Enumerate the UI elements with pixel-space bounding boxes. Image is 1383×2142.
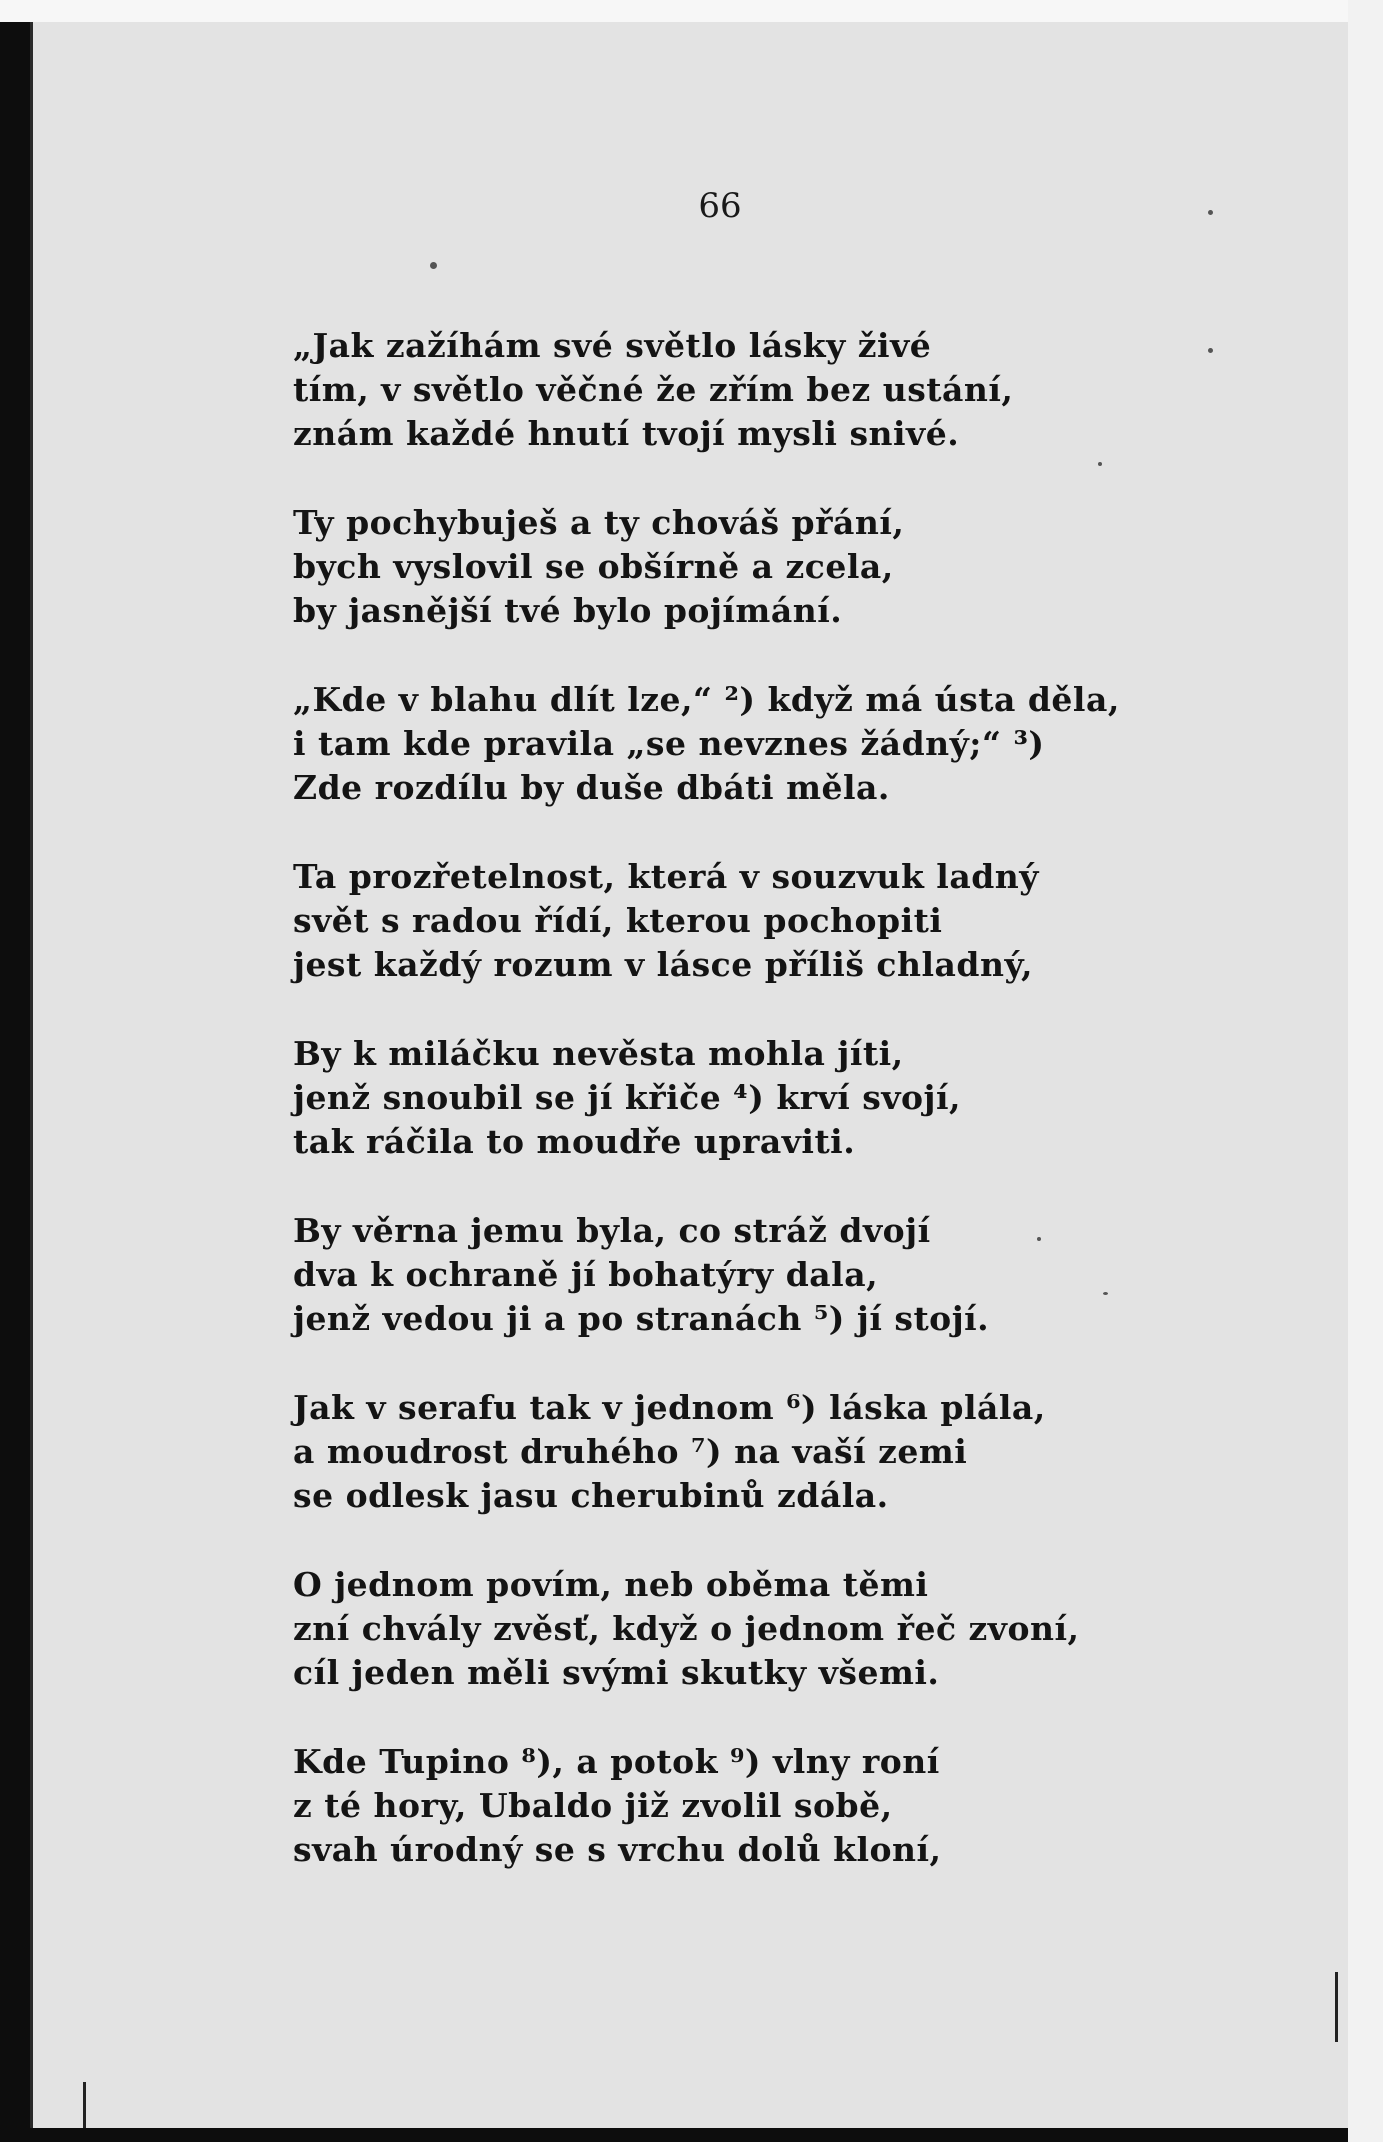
poem-text [293,324,1293,1917]
poem-line: jenž vedou ji a po stranách ⁵) jí stojí. [293,1299,990,1338]
stanza [293,1563,1293,1695]
poem-line: cíl jeden měli svými skutky všemi. [293,1653,940,1692]
poem-line: „Jak zažíhám své světlo lásky živé [293,326,932,365]
poem-line: znám každé hnutí tvojí mysli snivé. [293,414,960,453]
poem-line: i tam kde pravila „se nevznes žádný;“ ³) [293,724,1045,763]
binding-mark [1335,1972,1338,2042]
stanza [293,678,1293,810]
poem-line: „Kde v blahu dlít lze,“ ²) když má ústa děla, [293,680,1120,719]
binding-mark [83,2082,86,2128]
poem-line: Ty pochybuješ a ty chováš přání, [293,503,905,542]
poem-line: svět s radou řídí, kterou pochopiti [293,901,943,940]
stanza [293,501,1293,633]
poem-line: tím, v světlo věčné že zřím bez ustání, [293,370,1014,409]
poem-line: se odlesk jasu cherubinů zdála. [293,1476,889,1515]
stanza [293,1209,1293,1341]
poem-line: Zde rozdílu by duše dbáti měla. [293,768,890,807]
poem-line: jenž snoubil se jí křiče ⁴) krví svojí, [293,1078,961,1117]
stanza [293,1386,1293,1518]
stanza [293,855,1293,987]
poem-line: bych vyslovil se obšírně a zcela, [293,547,894,586]
poem-line: by jasnější tvé bylo pojímání. [293,591,843,630]
poem-line: svah úrodný se s vrchu dolů kloní, [293,1830,942,1869]
poem-line: a moudrost druhého ⁷) na vaší zemi [293,1432,968,1471]
poem-line: O jednom povím, neb oběma těmi [293,1565,929,1604]
poem-line: z té hory, Ubaldo již zvolil sobě, [293,1786,893,1825]
poem-line: Jak v serafu tak v jednom ⁶) láska plála, [293,1388,1046,1427]
poem-line: Kde Tupino ⁸), a potok ⁹) vlny roní [293,1742,940,1781]
poem-line: By k miláčku nevěsta mohla jíti, [293,1034,904,1073]
stanza [293,1032,1293,1164]
page-number: 66 [698,186,742,226]
poem-line: jest každý rozum v lásce příliš chladný, [293,945,1033,984]
poem-line: dva k ochraně jí bohatýry dala, [293,1255,879,1294]
paper-speck [430,262,437,269]
scan-top-edge [0,0,1383,22]
stanza [293,324,1293,456]
stanza [293,1740,1293,1872]
poem-line: zní chvály zvěsť, když o jednom řeč zvoní, [293,1609,1080,1648]
poem-line: Ta prozřetelnost, která v souzvuk ladný [293,857,1039,896]
scan-right-edge [1348,0,1383,2142]
paper-speck [1208,210,1213,215]
poem-line: By věrna jemu byla, co stráž dvojí [293,1211,931,1250]
poem-line: tak ráčila to moudře upraviti. [293,1122,856,1161]
